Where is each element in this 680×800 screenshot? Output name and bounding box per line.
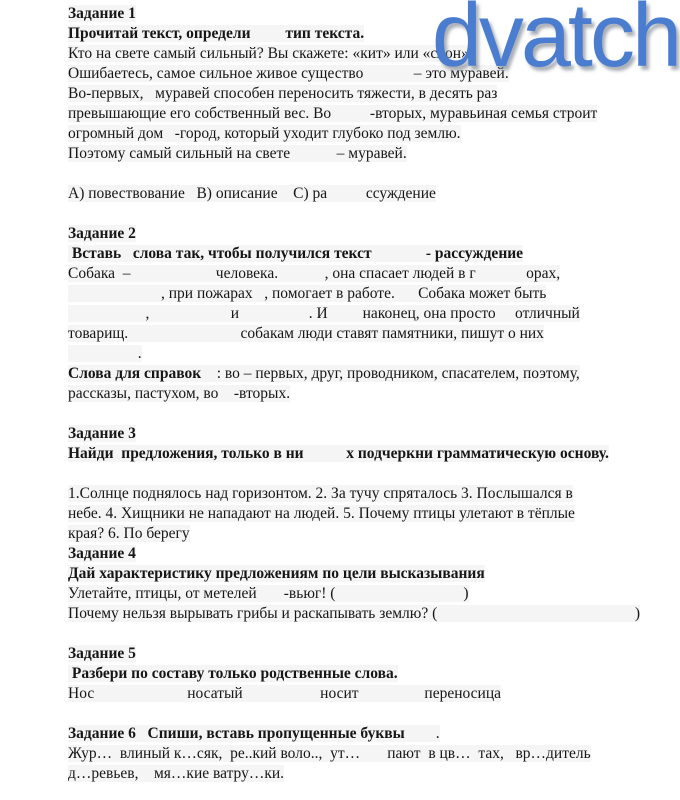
spacer	[68, 624, 652, 644]
task4-sentence-line-2: Почему нельзя вырывать грибы и раскапывать землю? ( )	[68, 605, 641, 622]
task1-title	[68, 4, 652, 24]
task1-text-line	[68, 64, 652, 84]
task2-hint-continued-text: рассказы, пастухом, во -вторых.	[68, 385, 291, 402]
task1-text-line	[68, 44, 652, 64]
task2-text-line-1: Собака – человека. , она спасает людей в г орах,	[68, 265, 561, 282]
task4-title-text: Задание 4	[68, 545, 136, 562]
watermark: dvatch	[431, 0, 679, 86]
task1-text-line	[68, 144, 652, 164]
task1-text-line-3: Во-первых, муравей способен переносить тяжести, в десять раз	[68, 85, 498, 102]
task3-instruction	[68, 444, 652, 464]
task1-instruction	[68, 24, 652, 44]
task2-text-line-4: товарищ. собакам люди ставят памятники, пишут о них	[68, 325, 544, 342]
task5-instruction	[68, 664, 652, 684]
task5-title	[68, 644, 652, 664]
task2-hint-label: Слова для справок	[68, 365, 202, 382]
task5-instruction-text: Разбери по составу только родственные слова.	[68, 665, 398, 682]
task6-text-line-2: д…ревьев, мя…кие ватру…ки.	[68, 765, 285, 782]
task1-text-line	[68, 124, 652, 144]
task2-instruction-text: Вставь слова так, чтобы получился текст - рассуждение	[68, 245, 524, 262]
spacer	[68, 704, 652, 724]
task3-sentences-line	[68, 504, 652, 524]
task3-sentences-line-1: 1.Солнце поднялось над горизонтом. 2. За тучу спряталось 3. Послышался в	[68, 485, 573, 502]
spacer	[68, 164, 652, 184]
task1-text-line-1: Кто на свете самый сильный? Вы скажете: «кит» или «слон»	[68, 45, 469, 62]
task2-hint	[68, 364, 652, 384]
task3-sentences-line	[68, 484, 652, 504]
task1-options-text: А) повествование В) описание С) ра ссуждение	[68, 185, 436, 202]
task2-instruction	[68, 244, 652, 264]
task4-instruction	[68, 564, 652, 584]
task1-text-line-6: Поэтому самый сильный на свете – муравей.	[68, 145, 407, 162]
task2-text-line-5: .	[68, 345, 142, 362]
task2-text-line-2: , при пожарах , помогает в работе. Собака может быть	[68, 285, 547, 302]
task6-heading-tail: .	[404, 725, 440, 742]
task2-hint-text: : во – первых, друг, проводником, спасателем, поэтому,	[201, 365, 580, 382]
task2-title-text: Задание 2	[68, 225, 136, 242]
task5-title-text: Задание 5	[68, 645, 136, 662]
task3-title-text: Задание 3	[68, 425, 136, 442]
task2-hint-continued	[68, 384, 652, 404]
spacer	[68, 204, 652, 224]
task2-text-line	[68, 304, 652, 324]
task2-text-line-3: , и . И наконец, она просто отличный	[68, 305, 580, 322]
task5-words-line	[68, 684, 652, 704]
task3-sentences-line-2: небе. 4. Хищники не нападают на людей. 5. Почему птицы улетают в тёплые	[68, 505, 575, 522]
task1-text-line-2: Ошибаетесь, самое сильное живое существо – это муравей.	[68, 65, 509, 82]
task4-sentence-line-1: Улетайте, птицы, от метелей -вьюг! ( )	[68, 585, 469, 602]
task1-text-line-4: превышающие его собственный вес. Во -вторых, муравьиная семья строит	[68, 105, 598, 122]
task1-instruction-text: Прочитай текст, определи тип текста.	[68, 25, 365, 42]
task1-title-text: Задание 1	[68, 5, 136, 22]
task6-heading	[68, 724, 652, 744]
task4-instruction-text: Дай характеристику предложениям по цели высказывания	[68, 565, 485, 582]
task4-sentence-line	[68, 584, 652, 604]
task6-title-text: Задание 6 Спиши, вставь пропущенные буквы	[68, 725, 405, 742]
task3-sentences-line-3: края? 6. По берегу	[68, 525, 190, 542]
task1-text-line	[68, 104, 652, 124]
spacer	[68, 464, 652, 484]
spacer	[68, 404, 652, 424]
task2-text-line	[68, 344, 652, 364]
task6-text-line	[68, 744, 652, 764]
task3-sentences-line	[68, 524, 652, 544]
task2-text-line	[68, 284, 652, 304]
task1-text-line-5: огромный дом -город, который уходит глубоко под землю.	[68, 125, 461, 142]
task6-text-line	[68, 764, 652, 784]
task4-title	[68, 544, 652, 564]
task3-title	[68, 424, 652, 444]
task2-title	[68, 224, 652, 244]
task2-text-line	[68, 264, 652, 284]
task2-text-line	[68, 324, 652, 344]
task1-text-line	[68, 84, 652, 104]
task6-text-line-1: Жур… влиный к…сяк, ре..кий воло.., ут… пают в цв… тах, вр…дитель	[68, 745, 591, 762]
task5-words-text: Нос носатый носит переносица	[68, 685, 502, 702]
task1-options	[68, 184, 652, 204]
task4-sentence-line	[68, 604, 652, 624]
task3-instruction-text: Найди предложения, только в ни х подчеркни грамматическую основу.	[68, 445, 609, 462]
